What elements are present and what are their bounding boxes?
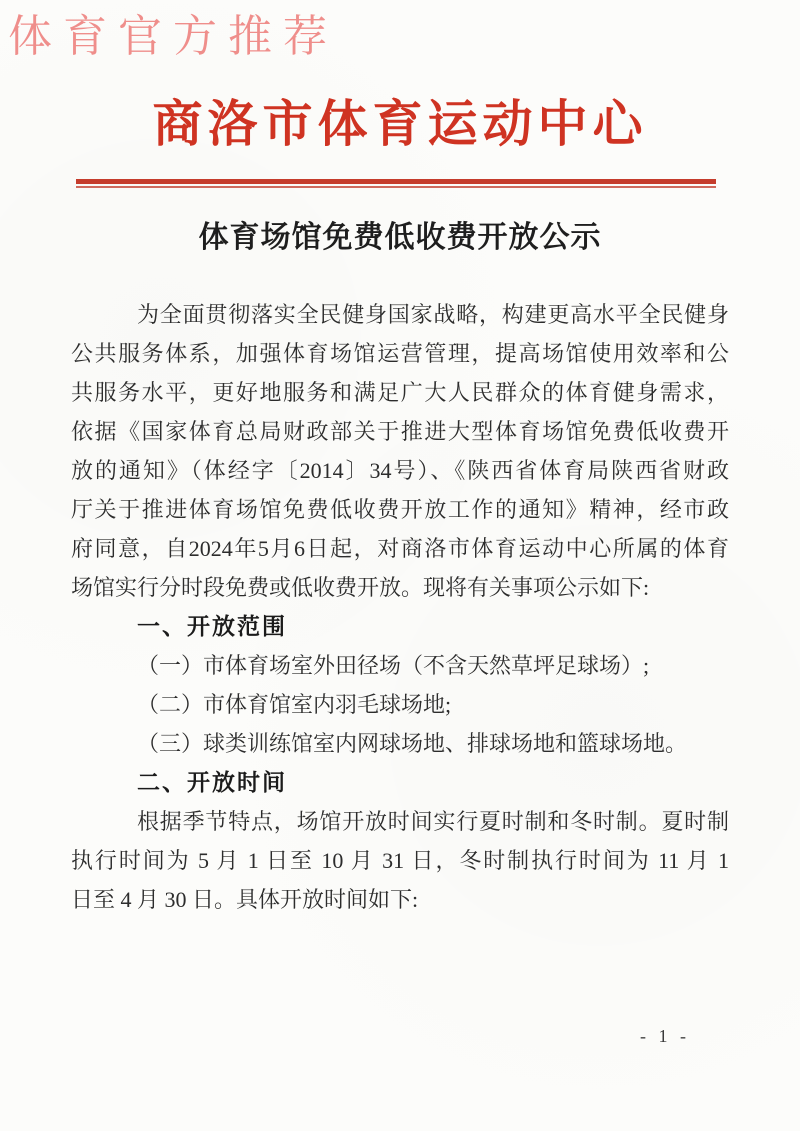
- organization-title: 商洛市体育运动中心: [152, 96, 648, 152]
- text-line: 公共服务体系，加强体育场馆运营管理，提高场馆使用效率和公: [71, 341, 729, 366]
- section-heading: 二、开放时间: [137, 769, 287, 795]
- document-body: [71, 295, 729, 919]
- page-number: - 1 -: [640, 1026, 690, 1046]
- footer-divider-rule: [80, 1053, 706, 1060]
- text-line: （二）市体育馆室内羽毛球场地;: [137, 692, 452, 717]
- text-line: 厅关于推进体育场馆免费低收费开放工作的通知》精神，经市政: [71, 497, 729, 522]
- text-line: （一）市体育场室外田径场（不含天然草坪足球场）;: [137, 653, 650, 678]
- text-line: 依据《国家体育总局财政部关于推进大型体育场馆免费低收费开: [71, 419, 729, 444]
- section-heading: 一、开放范围: [137, 613, 287, 639]
- document-title: 体育场馆免费低收费开放公示: [198, 221, 602, 254]
- text-line: 场馆实行分时段免费或低收费开放。现将有关事项公示如下:: [71, 575, 650, 600]
- text-line: 放的通知》（体经字〔2014〕34号）、《陕西省体育局陕西省财政: [71, 458, 729, 483]
- text-line: 执行时间为 5 月 1 日至 10 月 31 日，冬时制执行时间为 11 月 1: [71, 848, 729, 873]
- text-line: （三）球类训练馆室内网球场地、排球场地和篮球场地。: [137, 731, 688, 756]
- text-line: 府同意，自2024年5月6日起，对商洛市体育运动中心所属的体育: [71, 536, 729, 561]
- text-line: 共服务水平，更好地服务和满足广大人民群众的体育健身需求，: [71, 380, 729, 405]
- text-line: 为全面贯彻落实全民健身国家战略，构建更高水平全民健身: [137, 302, 729, 327]
- watermark-text: 体育官方推荐: [8, 12, 338, 61]
- text-line: 根据季节特点，场馆开放时间实行夏时制和冬时制。夏时制: [137, 809, 729, 834]
- text-line: 日至 4 月 30 日。具体开放时间如下:: [71, 887, 419, 912]
- header-divider-rule: [76, 179, 716, 188]
